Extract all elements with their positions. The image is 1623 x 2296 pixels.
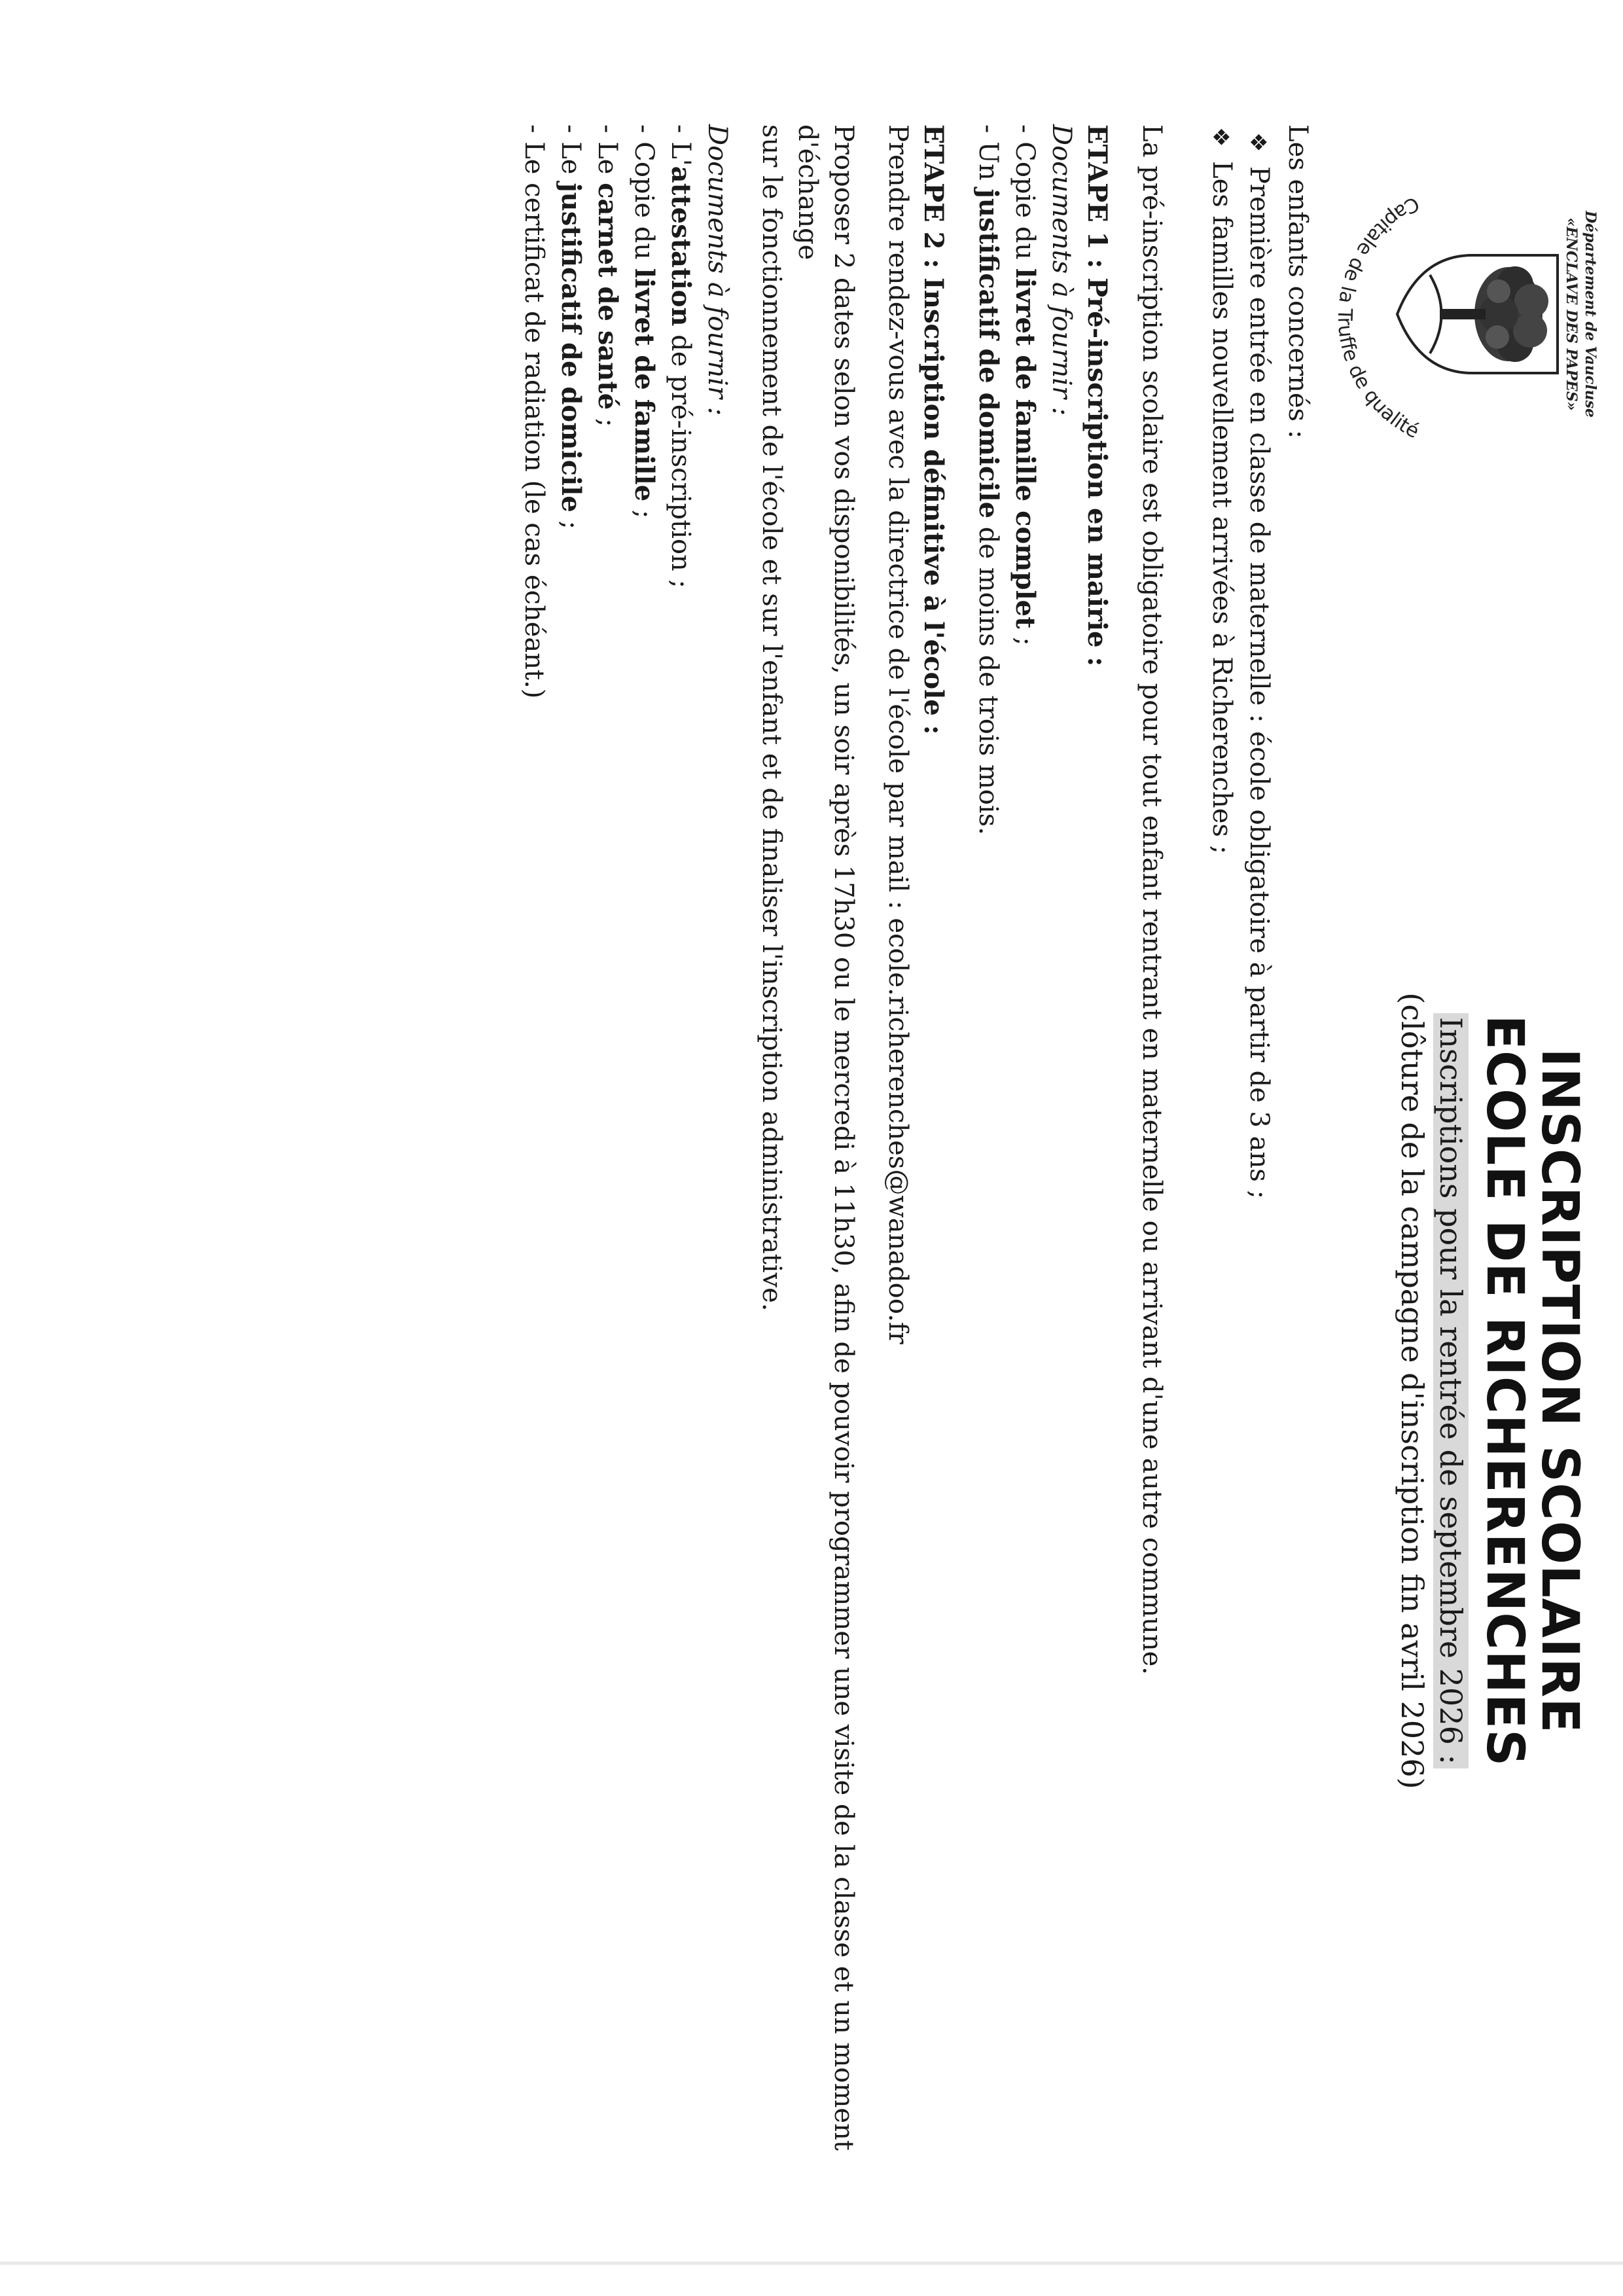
step2-documents-label: Documents à fournir : [702, 124, 732, 416]
department-name: Département de Vaucluse [1582, 210, 1599, 418]
concerned-children-list [1202, 124, 1277, 2219]
list-item: - Le certificat de radiation (le cas échéant.) [519, 124, 549, 699]
list-item: - Le justificatif de domicile ; [556, 124, 586, 530]
coat-of-arms-emblem [1309, 144, 1571, 484]
list-item: - Copie du livret de famille complet ; [1010, 124, 1041, 646]
step2-contact: Prendre rendez-vous avec la directrice de l'école par mail : ecole.richerenches@wanadoo.fr [883, 124, 913, 1344]
list-item: - L'attestation de pré-inscription ; [666, 124, 696, 588]
list-item: - Copie du livret de famille ; [629, 124, 660, 519]
department-nickname: «ENCLAVE DES PAPES» [1563, 217, 1580, 411]
title-block [1393, 753, 1587, 2029]
scan-edge-divider [0, 2261, 1623, 2265]
list-item: - Le carnet de santé ; [592, 124, 623, 427]
closing-date-note: (clôture de la campagne d'inscription fin avril 2026) [1395, 992, 1430, 1789]
step1-heading: ETAPE 1 : Pré-inscription en mairie : [1082, 124, 1113, 667]
list-item [1240, 124, 1277, 2219]
diamond-bullet-icon: ❖ [1245, 132, 1271, 152]
step1-documents-label: Documents à fournir : [1046, 124, 1077, 416]
step2-proposal-line2: sur le fonctionnement de l'école et sur l'enfant et de finaliser l'inscription administrative. [757, 124, 787, 1312]
highlighted-subtitle: Inscriptions pour la rentrée de septembre 2026 : [1433, 1013, 1469, 1768]
step2-documents-list [516, 124, 699, 2219]
preinscription-note: La pré-inscription scolaire est obligatoire pour tout enfant rentrant en maternelle ou arrivant d'une autre commune. [1137, 124, 1167, 1675]
step1-documents-list [970, 124, 1043, 2219]
step2-heading: ETAPE 2 : Inscription définitive à l'école : [918, 124, 949, 735]
page-title: INSCRIPTION SCOLAIRE [1530, 1048, 1589, 1734]
step2-proposal-line1: Proposer 2 dates selon vos disponibilités, un soir après 17h30 ou le mercredi à 11h30, afin de pouvoir programmer une visite de la classe et un moment d'échange [793, 124, 859, 2151]
body-content [516, 124, 1315, 2219]
list-item-text: Les familles nouvellement arrivées à Richerenches ; [1207, 161, 1237, 855]
school-name: ECOLE DE RICHERENCHES [1475, 1014, 1534, 1767]
list-item [1202, 124, 1240, 2219]
emblem-motto: Capitale de la Truffe de qualité [1332, 191, 1423, 444]
list-item-text: Première entrée en classe de maternelle : école obligatoire à partir de 3 ans ; [1244, 166, 1274, 1200]
intro-label: Les enfants concernés : [1283, 124, 1313, 439]
list-item: - Un justificatif de domicile de moins de trois mois. [973, 124, 1004, 835]
subtitle [1431, 753, 1471, 2029]
diamond-bullet-icon: ❖ [1207, 127, 1234, 147]
